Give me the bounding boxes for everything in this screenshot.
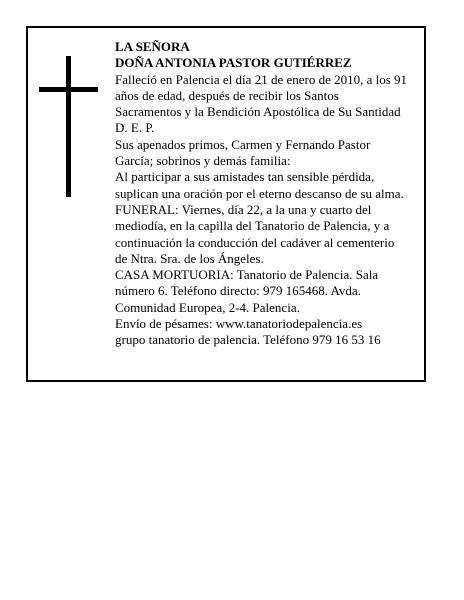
notice-line: años de edad, después de recibir los Santos xyxy=(115,87,339,103)
notice-text xyxy=(115,39,425,349)
notice-line: Comunidad Europea, 2-4. Palencia. xyxy=(115,299,300,315)
notice-line: mediodía, en la capilla del Tanatorio de Palencia, y a xyxy=(115,218,390,234)
notice-header: LA SEÑORA xyxy=(115,39,190,54)
cross-horizontal-bar xyxy=(39,87,98,92)
notice-line: D. E. P. xyxy=(115,120,155,136)
notice-line: Sus apenados primos, Carmen y Fernando Pastor xyxy=(115,136,371,152)
notice-line: suplican una oración por el eterno descanso de su alma. xyxy=(115,185,404,201)
notice-line: García; sobrinos y demás familia: xyxy=(115,153,291,169)
notice-line: de Ntra. Sra. de los Ángeles. xyxy=(115,250,264,266)
obituary-notice xyxy=(26,26,426,382)
notice-line: Sacramentos y la Bendición Apostólica de Su Santidad xyxy=(115,104,401,120)
notice-line: FUNERAL: Viernes, día 22, a la una y cuarto del xyxy=(115,201,372,217)
deceased-name: DOÑA ANTONIA PASTOR GUTIÉRREZ xyxy=(115,55,352,71)
cross-vertical-bar xyxy=(66,56,71,197)
notice-line: grupo tanatorio de palencia. Teléfono 979 16 53 16 xyxy=(115,332,381,348)
notice-line: continuación la conducción del cadáver al cementerio xyxy=(115,234,395,250)
notice-line: número 6. Teléfono directo: 979 165468. Avda. xyxy=(115,283,361,299)
notice-line: Envío de pésames: www.tanatoriodepalencia.es xyxy=(115,316,363,332)
notice-line: Falleció en Palencia el día 21 de enero de 2010, a los 91 xyxy=(115,71,408,87)
notice-line: CASA MORTUORIA: Tanatorio de Palencia. Sala xyxy=(115,267,379,283)
notice-line: Al participar a sus amistades tan sensible pérdida, xyxy=(115,169,375,185)
